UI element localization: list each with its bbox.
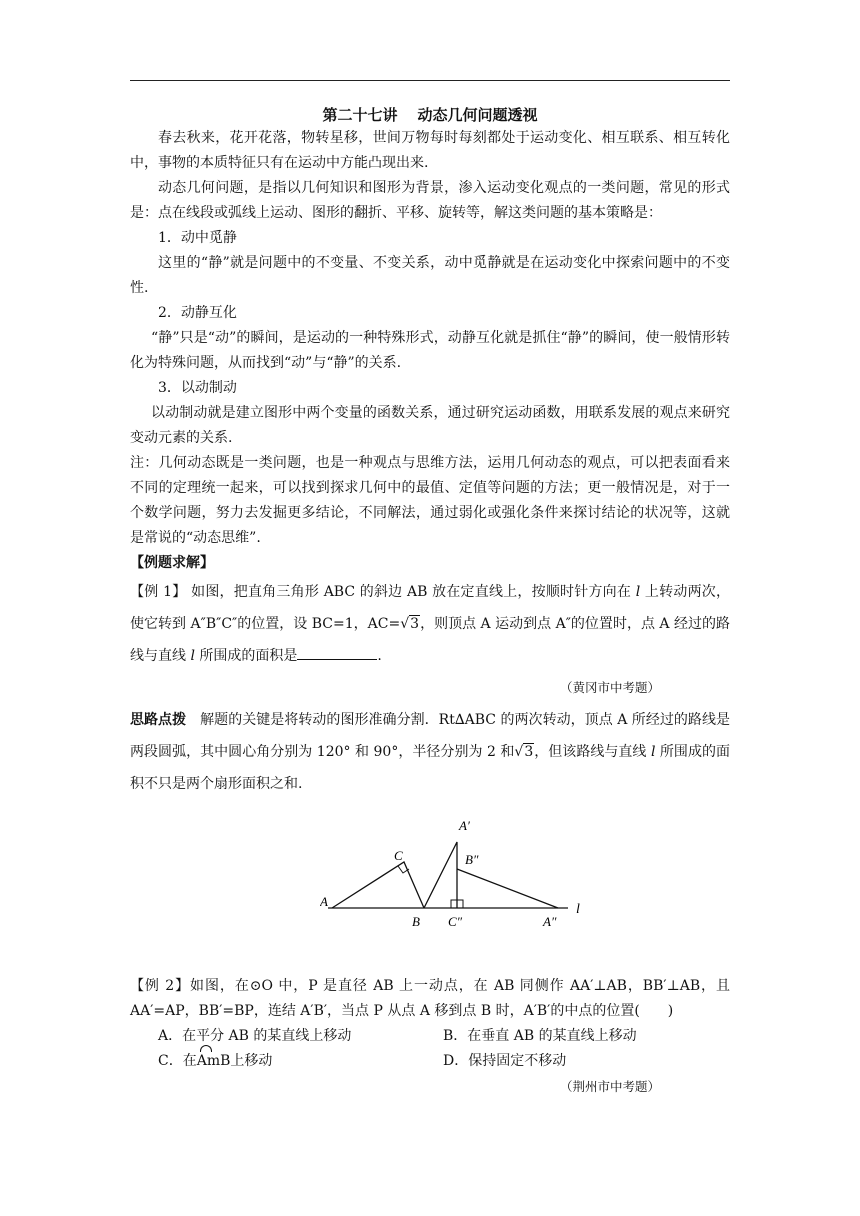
option-c-text: C．在 bbox=[158, 1053, 197, 1069]
option-d: D．保持固定不移动 bbox=[443, 1053, 567, 1069]
line-l: l bbox=[635, 584, 641, 600]
label-l: l bbox=[576, 902, 580, 917]
hint-label: 思路点拨 bbox=[130, 712, 187, 728]
line-l: l bbox=[650, 744, 656, 760]
options-row-2 bbox=[130, 1049, 730, 1074]
strategy-1-body: 这里的“静”就是问题中的不变量、不变关系，动中觅静就是在运动变化中探索问题中的不变性. bbox=[130, 255, 730, 296]
triangle-a1b1c1 bbox=[424, 842, 457, 908]
lecture-title bbox=[130, 104, 730, 126]
strategy-2-heading: 2．动静互化 bbox=[158, 305, 237, 321]
option-c bbox=[158, 1049, 443, 1074]
strategy-1-heading: 1．动中觅静 bbox=[158, 230, 237, 246]
sqrt-radicand: 3 bbox=[410, 616, 420, 632]
hint-text: 解题的关键是将转动的图形准确分割．Rt∆ABC 的两次转动，顶点 A 所经过的路线是两段圆弧，其中圆心角分别为 120° 和 90°，半径分别为 2 和 bbox=[130, 712, 730, 760]
intro-paragraph-1: 春去秋来，花开花落，物转星移，世间万物每时每刻都处于运动变化、相互联系、相互转化中，事物的本质特征只有在运动中方能凸现出来. bbox=[130, 130, 730, 171]
example-1 bbox=[130, 576, 730, 672]
example-1-source: （黄冈市中考题） bbox=[559, 680, 660, 695]
label-a-double-prime: A″ bbox=[543, 914, 557, 929]
sqrt-symbol: √ bbox=[514, 744, 524, 760]
document-page bbox=[130, 104, 730, 1099]
lecture-topic: 动态几何问题透视 bbox=[417, 106, 538, 124]
example-1-text: 如图，把直角三角形 ABC 的斜边 AB 放在定直线上，按顺时针方向在 bbox=[186, 584, 636, 600]
example-1-label: 【例 1】 bbox=[130, 584, 187, 600]
section-heading: 【例题求解】 bbox=[130, 555, 214, 571]
label-b-double-prime: B″ bbox=[465, 852, 479, 867]
option-c-text: 上移动 bbox=[230, 1053, 273, 1069]
label-a: A bbox=[320, 894, 328, 909]
option-b: B．在垂直 AB 的某直线上移动 bbox=[443, 1028, 637, 1044]
strategy-3-heading: 3．以动制动 bbox=[158, 380, 237, 396]
label-a-prime: A′ bbox=[459, 818, 470, 833]
strategy-3-body: 以动制动就是建立图形中两个变量的函数关系，通过研究运动函数，用联系发展的观点来研究变动元素的关系. bbox=[130, 405, 730, 446]
hint-text: 所围成的面积不只是两个扇形面积之和. bbox=[130, 744, 730, 792]
hint-paragraph bbox=[130, 704, 730, 800]
example-2-source: （荆州市中考题） bbox=[559, 1079, 660, 1094]
label-c-double-prime: C″ bbox=[448, 914, 463, 929]
line-l: l bbox=[190, 648, 195, 664]
header-rule bbox=[130, 80, 730, 81]
label-b: B bbox=[412, 914, 420, 929]
answer-blank bbox=[297, 645, 377, 660]
option-a: A．在平分 AB 的某直线上移动 bbox=[158, 1028, 352, 1044]
strategy-2-body: “静”只是“动”的瞬间，是运动的一种特殊形式，动静互化就是抓住“静”的瞬间，使一般情形转化为特殊问题，从而找到“动”与“静”的关系. bbox=[130, 330, 730, 371]
label-c: C bbox=[394, 848, 403, 863]
example-1-text: . bbox=[377, 648, 382, 664]
options-row-1 bbox=[130, 1024, 730, 1049]
lecture-number: 第二十七讲 bbox=[322, 106, 398, 124]
example-2-text: 如图，在⊙O 中，P 是直径 AB 上一动点，在 AB 同侧作 AA′⊥AB，BB′⊥AB，且 AA′=AP，BB′=BP，连结 A′B′，当点 P 从点 A 移到点 B 时，A′B′的中点的位置( ) bbox=[130, 978, 730, 1019]
example-2-label: 【例 2】 bbox=[130, 978, 191, 994]
arc-amb: AmB bbox=[197, 1049, 231, 1074]
sqrt-radicand: 3 bbox=[524, 744, 534, 760]
sqrt-symbol: √ bbox=[400, 616, 410, 632]
example-1-text: 上转动两次，使它转到 A″B″C″的位置，设 BC=1，AC= bbox=[130, 584, 731, 632]
example-2 bbox=[130, 974, 730, 1024]
side-b2a2 bbox=[457, 869, 558, 908]
right-angle-c bbox=[398, 866, 409, 873]
intro-paragraph-2: 动态几何问题，是指以几何知识和图形为背景，渗入运动变化观点的一类问题，常见的形式是：点在线段或弧线上运动、图形的翻折、平移、旋转等，解这类问题的基本策略是： bbox=[130, 180, 730, 221]
example-1-text: ，则顶点 A 运动到点 A″的位置时，点 A 经过的路线与直线 bbox=[130, 616, 730, 664]
example-1-text: 所围成的面积是 bbox=[194, 648, 298, 664]
rotation-figure bbox=[320, 814, 610, 934]
hint-text: ，但该路线与直线 bbox=[534, 744, 651, 760]
note-paragraph: 注：几何动态既是一类问题，也是一种观点与思维方法，运用几何动态的观点，可以把表面看来不同的定理统一起来，可以找到探求几何中的最值、定值等问题的方法；更一般情况是，对于一个数学问题，努力去发掘更多结论，不同解法，通过弱化或强化条件来探讨结论的状况等，这就是常说的“动态思维”. bbox=[130, 455, 730, 546]
triangle-abc bbox=[332, 862, 424, 908]
